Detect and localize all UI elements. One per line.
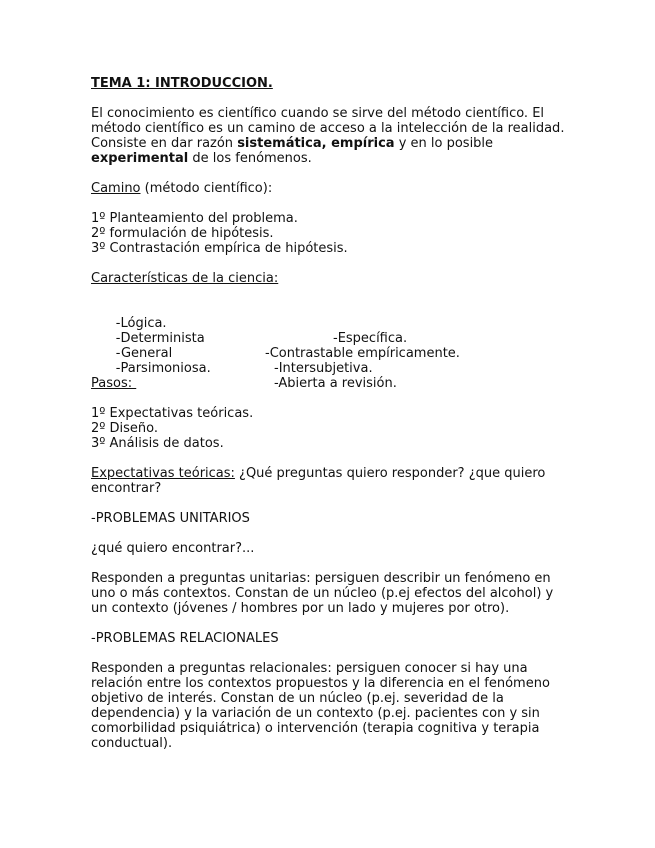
expectativas-line <box>91 466 571 481</box>
caracteristica-right: -Intersubjetiva. <box>274 361 373 376</box>
camino-heading-suffix: (método científico): <box>140 181 273 196</box>
camino-item: 1º Planteamiento del problema. <box>91 211 298 226</box>
intro-text: y en lo posible <box>394 136 494 151</box>
unitarios-question: ¿qué quiero encontrar?... <box>91 541 255 556</box>
camino-item: 3º Contrastación empírica de hipótesis. <box>91 241 348 256</box>
intro-bold-term: sistemática, empírica <box>237 136 395 151</box>
expectativas-heading: Expectativas teóricas: <box>91 466 235 481</box>
pasos-list <box>91 406 571 451</box>
pasos-heading: Pasos: <box>91 376 137 391</box>
caracteristica-left: -Parsimoniosa. <box>115 361 211 376</box>
intro-line: método científico es un camino de acceso a la intelección de la realidad. <box>91 121 565 136</box>
caracteristica-left: -Lógica. <box>115 316 167 331</box>
intro-text: de los fenómenos. <box>188 151 312 166</box>
unitarios-heading: -PROBLEMAS UNITARIOS <box>91 511 250 526</box>
camino-heading-underlined: Camino <box>91 181 141 196</box>
relacionales-line: conductual). <box>91 736 173 751</box>
pasos-item: 2º Diseño. <box>91 421 159 436</box>
expectativas-paragraph <box>91 466 571 496</box>
intro-text: Consiste en dar razón <box>91 136 238 151</box>
relacionales-line: objetivo de interés. Constan de un núcleo (p.ej. severidad de la <box>91 691 504 706</box>
relacionales-line: Responden a preguntas relacionales: persiguen conocer si hay una <box>91 661 528 676</box>
caracteristica-right: -Abierta a revisión. <box>274 376 397 391</box>
camino-item: 2º formulación de hipótesis. <box>91 226 274 241</box>
intro-paragraph <box>91 106 571 166</box>
relacionales-line: dependencia) y la variación de un contexto (p.ej. pacientes con y sin <box>91 706 540 721</box>
relacionales-paragraph <box>91 661 571 751</box>
document-title: TEMA 1: INTRODUCCION. <box>91 76 273 91</box>
caracteristica-left: -Determinista <box>115 331 205 346</box>
caracteristicas-heading: Características de la ciencia: <box>91 271 279 286</box>
expectativas-text: ¿Qué preguntas quiero responder? ¿que quiero <box>234 466 546 481</box>
intro-line <box>91 136 571 151</box>
unitarios-line: Responden a preguntas unitarias: persiguen describir un fenómeno en <box>91 571 551 586</box>
camino-heading <box>91 181 571 196</box>
caracteristica-left: -General <box>115 346 173 361</box>
intro-line <box>91 151 571 166</box>
pasos-item: 3º Análisis de datos. <box>91 436 224 451</box>
expectativas-line: encontrar? <box>91 481 162 496</box>
caracteristica-right: -Contrastable empíricamente. <box>265 346 460 361</box>
unitarios-paragraph <box>91 571 571 616</box>
unitarios-line: un contexto (jóvenes / hombres por un lado y mujeres por otro). <box>91 601 510 616</box>
camino-list <box>91 211 571 256</box>
intro-bold-term: experimental <box>91 151 189 166</box>
caracteristica-right: -Específica. <box>333 331 408 346</box>
relacionales-line: comorbilidad psiquiátrica) o intervención (terapia cognitiva y terapia <box>91 721 540 736</box>
pasos-item: 1º Expectativas teóricas. <box>91 406 254 421</box>
relacionales-heading: -PROBLEMAS RELACIONALES <box>91 631 279 646</box>
unitarios-line: uno o más contextos. Constan de un núcleo (p.ej efectos del alcohol) y <box>91 586 554 601</box>
relacionales-line: relación entre los contextos propuestos y la diferencia en el fenómeno <box>91 676 550 691</box>
document-page <box>91 76 571 751</box>
intro-line: El conocimiento es científico cuando se sirve del método científico. El <box>91 106 545 121</box>
